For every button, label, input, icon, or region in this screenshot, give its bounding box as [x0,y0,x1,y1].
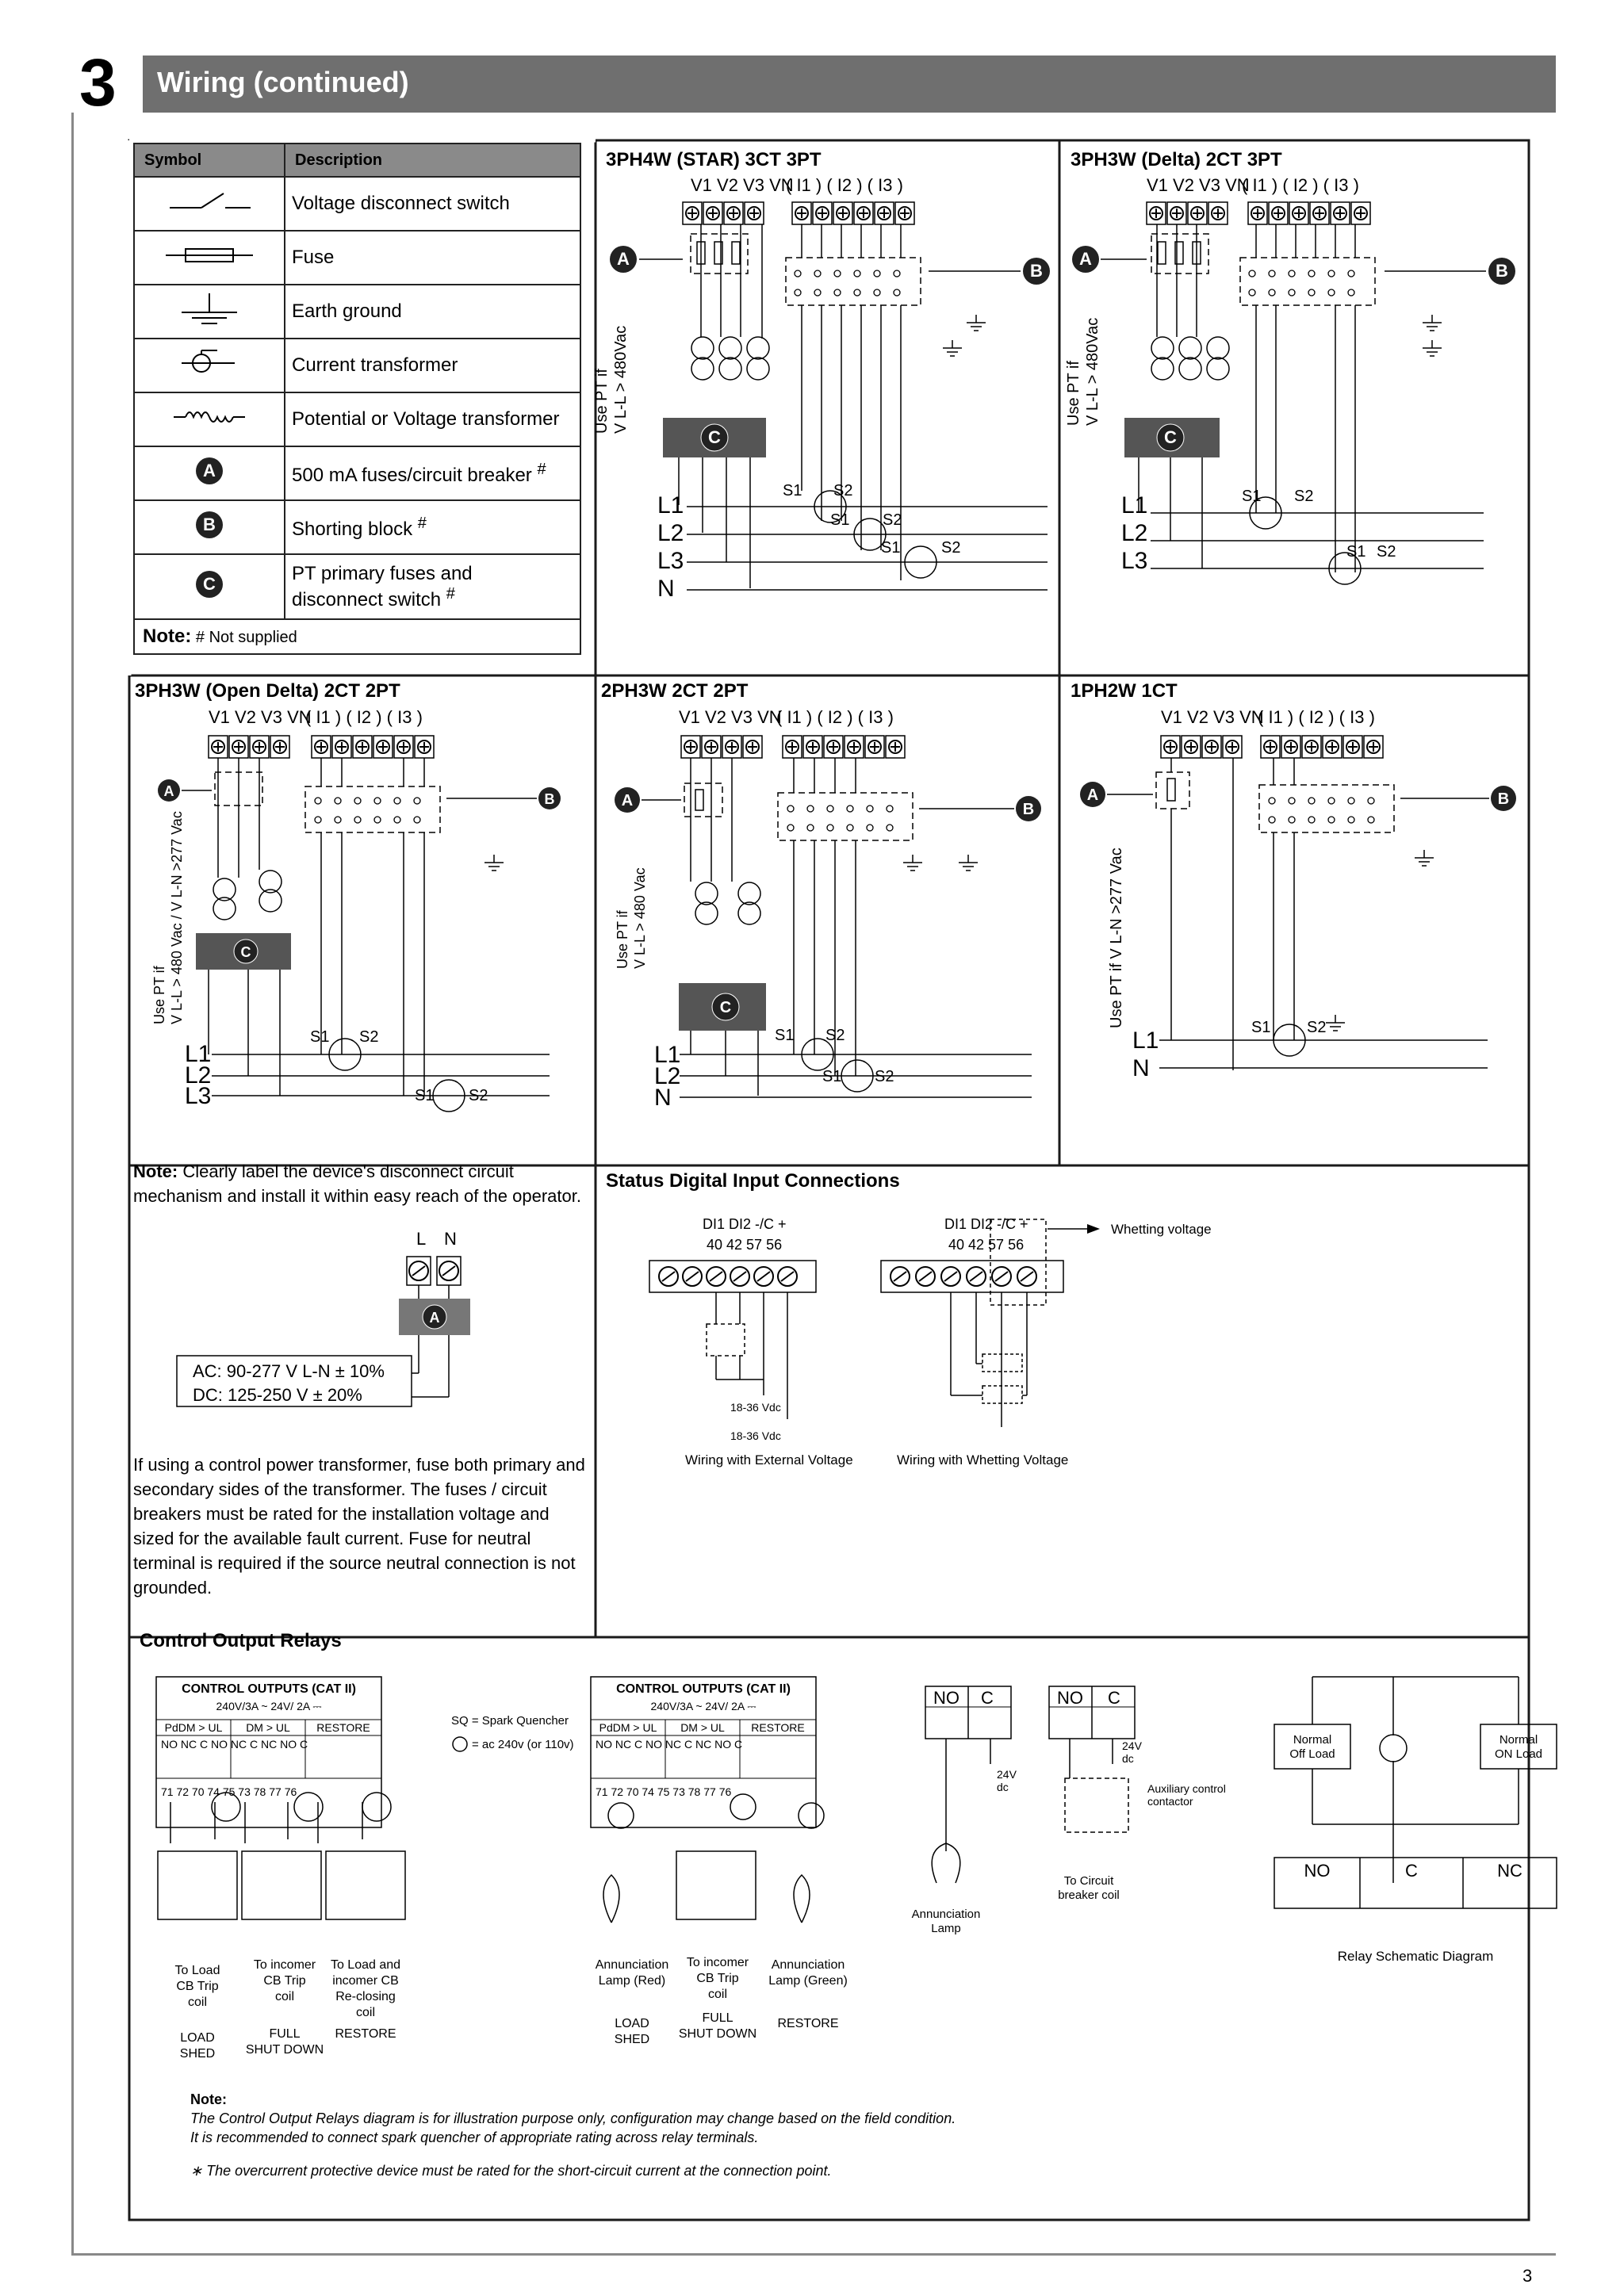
svg-text:L2: L2 [185,1062,212,1089]
svg-text:S1: S1 [415,1087,435,1104]
svg-text:RESTORE: RESTORE [777,2017,839,2030]
svg-text:NO NC C NO NC C NC NO: NO NC C NO NC C NC NO C [161,1738,308,1751]
section-number: 3 [79,45,117,120]
svg-text:S1: S1 [1242,488,1262,505]
svg-text:S1: S1 [1251,1019,1271,1036]
svg-text:Lamp (Green): Lamp (Green) [768,1974,848,1988]
relay-note-3: ∗ The overcurrent protective device must be rated for the short-circuit current at the connection point. [190,2163,832,2179]
svg-text:SHED: SHED [179,2047,216,2061]
power-body: If using a control power transformer, fuse both primary and secondary sides of the transformer. The fuses / circuit breakers must be rated for the installation voltage and sized for the available fault current. Fuse for neutral terminal is required if the source neutral connection is not grounded. [133,1455,585,1598]
relay-note-1: The Control Output Relays diagram is for illustration purpose only, configuration may change based on the field condition. [190,2110,956,2126]
diagram-open-delta [151,707,561,1112]
svg-text:coil: coil [187,1996,208,2009]
symbol-label-pt: Potential or Voltage transformer [285,392,580,446]
power-supply-diagram [177,1229,470,1406]
symbol-label-c: PT primary fuses and disconnect switch # [285,554,580,619]
description-header: Description [285,144,580,177]
svg-text:RESTORE: RESTORE [751,1721,805,1734]
svg-text:C: C [1164,427,1177,447]
svg-text:CB Trip: CB Trip [263,1974,306,1988]
delta-title: 3PH3W (Delta) 2CT 3PT [1071,149,1282,170]
diagram-single-phase [1080,707,1516,1081]
svg-text:RESTORE: RESTORE [335,2027,396,2041]
svg-text:SHUT DOWN: SHUT DOWN [245,2043,324,2057]
svg-text:Use PT if: Use PT if [615,910,630,969]
svg-text:18-36 Vdc: 18-36 Vdc [730,1401,781,1414]
svg-text:C: C [240,944,251,960]
svg-text:Off Load: Off Load [1289,1747,1335,1761]
svg-text:71 72 70 74 75 73: 71 72 70 74 75 73 78 77 76 [161,1785,297,1798]
svg-text:C: C [203,573,216,594]
svg-text:S1: S1 [1346,543,1366,561]
svg-text:B: B [203,514,216,534]
two-phase-title: 2PH3W 2CT 2PT [601,680,749,702]
svg-text:S2: S2 [1377,543,1396,561]
svg-text:S2: S2 [825,1027,845,1044]
svg-text:V1 V2 V3 VN: V1 V2 V3 VN [1147,175,1250,195]
svg-text:V L-L > 480 Vac / V L-N >277: V L-L > 480 Vac / V L-N >277 Vac [169,811,185,1024]
svg-text:A: A [617,249,630,269]
svg-text:CB Trip: CB Trip [696,1972,739,1985]
single-phase-title: 1PH2W 1CT [1071,680,1178,702]
svg-text:SQ = Spark Quencher: SQ = Spark Quencher [451,1714,569,1728]
svg-text:Relay Schematic Diagram: Relay Schematic Diagram [1337,1949,1494,1964]
svg-text:Use PT if V L-N >277 Vac: Use PT if V L-N >277 Vac [1108,848,1125,1028]
svg-text:S2: S2 [359,1028,379,1046]
symbol-label-ct: Current transformer [285,339,580,392]
svg-text:S1: S1 [783,482,802,499]
svg-text:L3: L3 [185,1083,212,1109]
svg-text:contactor: contactor [1147,1795,1193,1808]
svg-text:CB Trip: CB Trip [176,1980,219,1993]
svg-text:A: A [203,460,216,480]
svg-text:To incomer: To incomer [253,1958,316,1972]
svg-text:C: C [1108,1688,1120,1708]
svg-text:18-36 Vdc: 18-36 Vdc [730,1429,781,1442]
svg-text:A: A [163,783,174,799]
svg-text:RESTORE: RESTORE [316,1721,370,1734]
svg-text:V L-L > 480Vac: V L-L > 480Vac [1084,317,1101,426]
svg-text:71 72 70 74 75 73: 71 72 70 74 75 73 78 77 76 [596,1785,732,1798]
svg-text:Wiring with Whetting Voltage: Wiring with Whetting Voltage [897,1452,1069,1468]
svg-text:LOAD: LOAD [615,2017,649,2030]
svg-text:LOAD: LOAD [180,2031,215,2045]
svg-text:incomer CB: incomer CB [332,1974,399,1988]
svg-text:PdDM > UL: PdDM > UL [164,1721,223,1734]
svg-text:240V/3A ~ 24V/ 2A ⎓: 240V/3A ~ 24V/ 2A ⎓ [216,1700,322,1712]
svg-text:( I1 ) ( I2 ) ( I3 ): ( I1 ) ( I2 ) ( I3 ) [1242,175,1359,195]
svg-text:To incomer: To incomer [686,1956,749,1969]
svg-text:coil: coil [707,1988,728,2001]
svg-text:40 42 57 56: 40 42 57 56 [707,1237,783,1253]
symbol-label-switch: Voltage disconnect switch [285,177,580,231]
svg-text:L2: L2 [1121,520,1148,546]
svg-text:= ac 240v (or 110v): = ac 240v (or 110v) [472,1738,574,1751]
power-note: Note: Clearly label the device's disconnect circuit mechanism and install it within easy reach of the operator. [133,1161,581,1206]
relays-title: Control Output Relays [140,1630,342,1651]
diagram-two-phase [615,707,1041,1111]
svg-text:S2: S2 [1307,1019,1327,1036]
svg-text:NO: NO [933,1688,959,1708]
svg-text:B: B [1496,261,1508,281]
svg-text:To Load and: To Load and [330,1958,401,1972]
svg-text:V1 V2 V3 VN: V1 V2 V3 VN [1161,707,1264,727]
svg-text:Lamp (Red): Lamp (Red) [598,1974,666,1988]
svg-text:L1: L1 [654,1042,681,1068]
svg-text:S1: S1 [310,1028,330,1046]
svg-text:L1: L1 [1132,1027,1159,1054]
svg-text:S2: S2 [875,1068,894,1085]
svg-text:C: C [981,1688,994,1708]
svg-text:N: N [1132,1055,1150,1081]
svg-text:B: B [1497,790,1510,808]
svg-text:C: C [1405,1861,1418,1881]
diagram-star [593,175,1050,602]
svg-text:C: C [719,999,732,1016]
svg-text:S2: S2 [941,539,961,557]
svg-text:NC: NC [1497,1861,1522,1881]
symbol-note: Note: # Not supplied [134,619,580,654]
svg-text:ON Load: ON Load [1494,1747,1543,1761]
symbol-label-earth: Earth ground [285,285,580,339]
svg-text:To Circuit: To Circuit [1063,1874,1114,1888]
svg-text:S1: S1 [822,1068,842,1085]
control-relays-diagram [156,1677,1557,2061]
svg-text:coil: coil [355,2006,376,2019]
svg-text:FULL: FULL [269,2027,301,2041]
svg-text:B: B [544,791,555,807]
svg-text:L2: L2 [657,520,684,546]
svg-text:( I1 ) ( I2 ) ( I3 ): ( I1 ) ( I2 ) ( I3 ) [1258,707,1375,727]
svg-text:S2: S2 [833,482,853,499]
svg-text:L3: L3 [1121,548,1148,574]
svg-text:40 42 57 56: 40 42 57 56 [948,1237,1025,1253]
svg-text:DM > UL: DM > UL [680,1721,725,1734]
svg-text:Use PT if: Use PT if [1065,361,1082,426]
open-delta-title: 3PH3W (Open Delta) 2CT 2PT [135,680,400,702]
svg-text:DI1 DI2 -/C +: DI1 DI2 -/C + [944,1216,1028,1232]
svg-text:Normal: Normal [1499,1733,1538,1747]
relay-note-2: It is recommended to connect spark quencher of appropriate rating across relay terminals. [190,2130,759,2145]
svg-text:A: A [429,1310,440,1326]
svg-text:L2: L2 [654,1063,681,1089]
svg-text:( I1 ) ( I2 ) ( I3 ): ( I1 ) ( I2 ) ( I3 ) [786,175,903,195]
svg-text:CONTROL OUTPUTS (CAT II): CONTROL OUTPUTS (CAT II) [182,1682,356,1696]
page-number: 3 [1522,2266,1533,2286]
svg-text:V L-L > 480Vac: V L-L > 480Vac [612,325,630,434]
svg-text:V1 V2 V3 VN: V1 V2 V3 VN [209,707,312,727]
svg-text:L1: L1 [185,1041,212,1067]
svg-text:Normal: Normal [1293,1733,1332,1747]
svg-text:PdDM > UL: PdDM > UL [599,1721,657,1734]
svg-text:S2: S2 [1294,488,1314,505]
svg-text:N: N [444,1229,457,1249]
svg-text:A: A [1086,786,1099,804]
svg-text:dc: dc [1122,1752,1134,1765]
svg-text:DM > UL: DM > UL [246,1721,290,1734]
svg-text:Use PT if: Use PT if [593,369,611,434]
svg-text:Use PT if: Use PT if [151,966,167,1024]
svg-text:Annunciation: Annunciation [595,1958,669,1972]
svg-text:CONTROL OUTPUTS (CAT II): CONTROL OUTPUTS (CAT II) [616,1682,791,1696]
svg-text:A: A [621,792,634,809]
svg-text:N: N [657,576,675,602]
svg-text:L1: L1 [657,492,684,519]
svg-text:AC: 90-277 V L-N ± 10%: AC: 90-277 V L-N ± 10% [193,1361,385,1381]
symbol-header: Symbol [134,144,285,177]
diagram-delta [1065,175,1515,584]
svg-text:24V: 24V [997,1768,1017,1781]
svg-text:L: L [416,1229,427,1249]
svg-text:breaker coil: breaker coil [1058,1888,1120,1902]
svg-text:S1: S1 [881,539,901,557]
svg-text:240V/3A ~ 24V/ 2A ⎓: 240V/3A ~ 24V/ 2A ⎓ [650,1700,756,1712]
svg-text:A: A [1079,249,1092,269]
status-input-diagram [649,1216,1212,1468]
svg-text:SHED: SHED [614,2033,650,2046]
svg-text:DC: 125-250 V ± 20%: DC: 125-250 V ± 20% [193,1385,362,1405]
relay-note-label: Note: [190,2091,227,2107]
symbol-label-a: 500 mA fuses/circuit breaker # [285,446,580,500]
svg-text:Whetting voltage: Whetting voltage [1111,1222,1212,1237]
svg-text:Auxiliary control: Auxiliary control [1147,1782,1226,1795]
svg-text:NO: NO [1057,1688,1083,1708]
svg-text:V1 V2 V3 VN: V1 V2 V3 VN [691,175,794,195]
svg-text:Annunciation: Annunciation [771,1958,845,1972]
symbol-label-fuse: Fuse [285,231,580,285]
svg-text:SHUT DOWN: SHUT DOWN [678,2027,757,2041]
star-title: 3PH4W (STAR) 3CT 3PT [606,149,822,170]
svg-text:24V: 24V [1122,1739,1142,1752]
svg-text:( I1 ) ( I2 ) ( I3 ): ( I1 ) ( I2 ) ( I3 ) [776,707,894,727]
svg-text:DI1 DI2 -/C +: DI1 DI2 -/C + [703,1216,787,1232]
svg-text:dc: dc [997,1781,1009,1793]
svg-text:V L-L > 480 Vac: V L-L > 480 Vac [632,867,648,969]
svg-text:C: C [708,427,721,447]
svg-text:L3: L3 [657,548,684,574]
svg-text:B: B [1022,801,1035,818]
svg-text:NO NC C NO NC C NC NO: NO NC C NO NC C NC NO C [596,1738,743,1751]
svg-text:coil: coil [274,1990,295,2003]
svg-text:L1: L1 [1121,492,1148,519]
svg-text:Lamp: Lamp [931,1922,961,1935]
svg-text:Re-closing: Re-closing [335,1990,396,2003]
svg-text:V1 V2 V3 VN: V1 V2 V3 VN [679,707,782,727]
svg-text:Wiring with External Voltage: Wiring with External Voltage [685,1452,853,1468]
svg-text:Annunciation: Annunciation [911,1908,981,1921]
svg-text:N: N [654,1085,672,1111]
svg-text:S2: S2 [469,1087,488,1104]
svg-text:( I1 ) ( I2 ) ( I3 ): ( I1 ) ( I2 ) ( I3 ) [305,707,423,727]
section-title: Wiring (continued) [157,66,409,98]
svg-text:FULL: FULL [702,2011,733,2025]
status-title: Status Digital Input Connections [606,1170,900,1192]
svg-text:NO: NO [1304,1861,1331,1881]
symbol-label-b: Shorting block # [285,500,580,554]
svg-text:S1: S1 [775,1027,795,1044]
svg-text:S2: S2 [883,511,902,529]
svg-text:S1: S1 [830,511,850,529]
svg-text:To Load: To Load [174,1964,220,1977]
svg-text:B: B [1030,261,1043,281]
